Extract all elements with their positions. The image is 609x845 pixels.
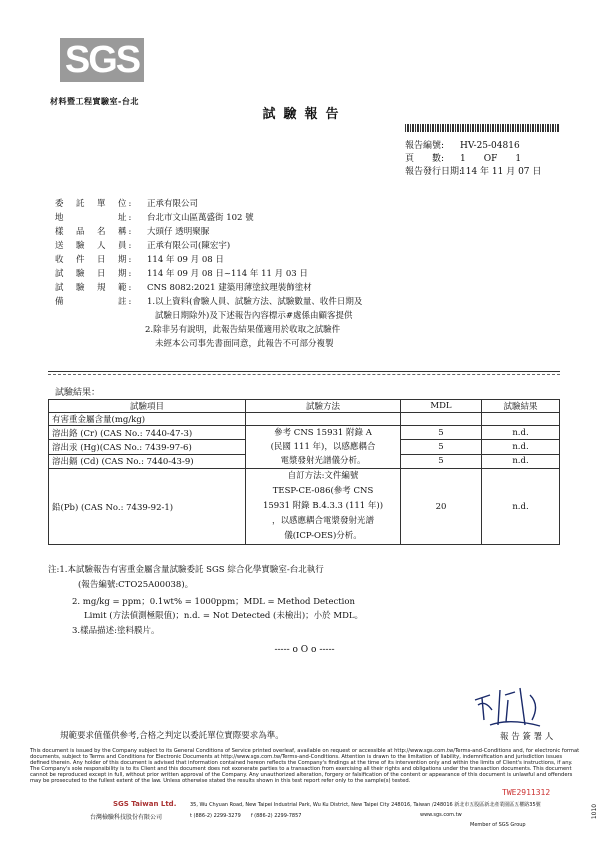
end-marker: ----- o O o ----- <box>274 645 335 655</box>
side-code: 1010 <box>591 803 599 820</box>
results-table <box>48 399 560 545</box>
field-client: 委 託 單 位: 正承有限公司 <box>55 199 199 209</box>
field-address: 地 址: 台北市文山區萬盛街 102 號 <box>55 213 254 223</box>
footnote: 3.樣品描述:塗料膜片。 <box>72 626 160 636</box>
col-header: 試驗方法 <box>246 400 401 413</box>
terms-text: This document is issued by the Company subject to its General Conditions of Service printed overleaf, available on request or accessible at http://www.sgs.com.tw/Terms-and-Conditions and, for electronic format documents, subject to Terms and Conditions for Electronic Documents at http://www.sgs.com.tw/Terms-and-Conditions. Attention is drawn to the limitation of liability, indemnification and jurisdiction issues defined therein. Any holder of this document is advised that information contained hereon reflects the Company's findings at the time of its intervention only and within the limits of Client's instructions, if any. The Company's sole responsibility is to its Client and this document does not exonerate parties to a transaction from exercising all their rights and obligations under the transaction documents. This document cannot be reproduced except in full, without prior written approval of the Company. Any unauthorized alteration, forgery or falsification of the content or appearance of this document is unlawful and offenders may be prosecuted to the fullest extent of the law. Unless otherwise stated the results shown in this test report refer only to the sample(s) tested. <box>30 748 580 784</box>
mdl-cell: 20 <box>401 469 482 545</box>
col-header: MDL <box>401 400 482 413</box>
report-no: 報告編號: HV-25-04816 <box>405 141 520 151</box>
lab-name: 材料暨工程實驗室-台北 <box>50 97 139 106</box>
bottom-note: 規範要求值僅供參考,合格之判定以委託單位實際要求為準。 <box>60 731 284 741</box>
barcode <box>405 124 560 132</box>
footer-member: Member of SGS Group <box>470 822 526 828</box>
remark-line: 2.除非另有說明，此報告結果僅適用於收取之試驗件 <box>145 325 341 335</box>
footnote: (報告編號:CTO25A00038)。 <box>78 580 194 590</box>
signature <box>470 680 550 730</box>
field-remarks: 備 註: 1.以上資料(會驗人員、試驗方法、試驗數量、收件日期及 <box>55 297 363 307</box>
footer-address: 35, Wu Chyuan Road, New Taipei Industrial Park, Wu Ku District, New Taipei City 248016, Taiwan /248016 新北市五股區新北產業園區五權路35號 <box>190 802 541 808</box>
result-cell: n.d. <box>482 454 560 468</box>
field-submitter: 送 驗 人 員: 正承有限公司(陳宏宇) <box>55 241 231 251</box>
results-title: 試驗結果： <box>55 388 101 398</box>
signatory-label: 報 告 簽 署 人 <box>500 732 554 742</box>
footer-web: www.sgs.com.tw <box>420 812 462 818</box>
table-row <box>49 413 560 426</box>
table-header-row <box>49 400 560 413</box>
mdl-cell: 5 <box>401 426 482 440</box>
footer-tel: t (886-2) 2299-3279 f (886-2) 2299-7857 <box>190 813 302 819</box>
result-cell: n.d. <box>482 426 560 440</box>
method-cell: 參考 CNS 15931 附錄 A (民國 111 年)，以感應耦合 電漿發射光譜儀分析。 <box>246 426 401 469</box>
remark-line: 未經本公司事先書面同意，此報告不可部分複製 <box>155 339 334 349</box>
item-cell: 溶出鉻 (Cr) (CAS No.: 7440-47-3) <box>49 426 246 440</box>
table-row <box>49 469 560 545</box>
report-date: 報告發行日期:114 年 11 月 07 日 <box>405 167 542 177</box>
footnote: 注:1.本試驗報告有害重金屬含量試驗委託 SGS 綜合化學實驗室-台北執行 <box>48 565 324 575</box>
page-title: 試驗報告 <box>262 107 347 122</box>
field-sample: 樣 品 名 稱: 大頭仔 透明聚脲 <box>55 227 210 237</box>
mdl-cell: 5 <box>401 454 482 468</box>
field-test-date: 試 驗 日 期: 114 年 09 月 08 日~114 年 11 月 03 日 <box>55 269 308 279</box>
item-cell: 鉛(Pb) (CAS No.: 7439-92-1) <box>49 469 246 545</box>
footer-company-zh: 台灣檢驗科技股份有限公司 <box>90 814 163 821</box>
result-cell: n.d. <box>482 440 560 454</box>
footnote: Limit (方法偵測極限值)；n.d. = Not Detected (未檢出)；小於 MDL。 <box>84 611 364 621</box>
remark-line: 試驗日期除外)及下述報告內容標示#處係由顧客提供 <box>155 311 353 321</box>
method-cell: 自訂方法:文件編號 TESP-CE-086(參考 CNS 15931 附錄 B.4.3.3 (111 年)) ，以感應耦合電漿發射光譜 儀(ICP-OES)分析。 <box>246 469 401 545</box>
mdl-cell: 5 <box>401 440 482 454</box>
table-row <box>49 426 560 440</box>
footnote: 2. mg/kg = ppm；0.1wt% = 1000ppm；MDL = Method Detection <box>72 597 355 607</box>
col-header: 試驗結果 <box>482 400 560 413</box>
field-standard: 試 驗 規 範: CNS 8082:2021 建築用薄塗紋理裝飾塗材 <box>55 283 312 293</box>
field-received: 收 件 日 期: 114 年 09 月 08 日 <box>55 255 224 265</box>
col-header: 試驗項目 <box>49 400 246 413</box>
divider <box>48 374 560 375</box>
report-page: 頁 數: 1 OF 1 <box>405 154 522 164</box>
group-label: 有害重金屬含量(mg/kg) <box>49 413 246 426</box>
result-cell: n.d. <box>482 469 560 545</box>
footer-company: SGS Taiwan Ltd. <box>113 800 177 808</box>
item-cell: 溶出汞 (Hg)(CAS No.: 7439-97-6) <box>49 440 246 454</box>
sgs-logo: SGS <box>60 38 144 82</box>
serial-number: TWE2911312 <box>502 788 551 797</box>
item-cell: 溶出鎘 (Cd) (CAS No.: 7440-43-9) <box>49 454 246 468</box>
divider <box>48 371 560 372</box>
